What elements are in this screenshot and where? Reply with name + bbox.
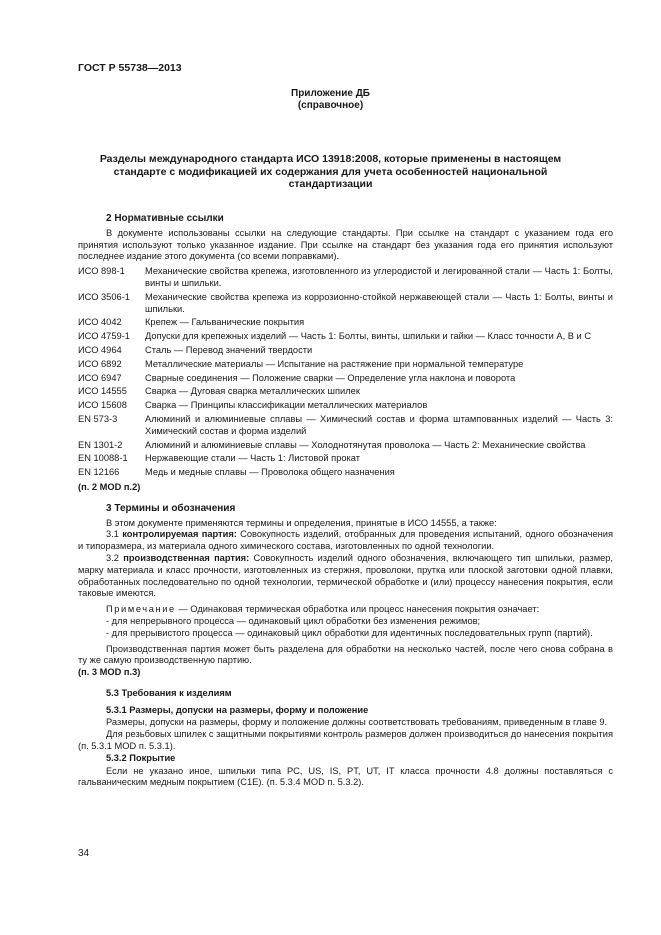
section-5-3-1-para-1: Размеры, допуски на размеры, форму и положение должны соответствовать требованиям, приведенным в главе 9. [106, 717, 608, 728]
reference-row [78, 359, 613, 373]
reference-code: ИСО 4759-1 [78, 331, 130, 342]
reference-title: Механические свойства крепежа, изготовленного из углеродистой и легированной стали — Часть 1: Болты, винты и шпильки. [145, 266, 613, 288]
section-5-3-heading: 5.3 Требования к изделиям [106, 687, 232, 698]
term-3-2-number: 3.2 [106, 552, 119, 563]
reference-title: Сварка — Принципы классификации металлических материалов [145, 400, 428, 411]
term-3-2 [78, 553, 613, 600]
main-content [78, 213, 613, 789]
reference-title: Алюминий и алюминиевые сплавы — Холоднотянутая проволока — Часть 2: Механические свойства [145, 439, 586, 450]
reference-title: Нержавеющие стали — Часть 1: Листовой прокат [145, 453, 361, 464]
reference-row [78, 331, 613, 345]
reference-row [78, 266, 613, 292]
note-text: — Одинаковая термическая обработка или процесс нанесения покрытия означает: [178, 604, 540, 615]
references-table [78, 266, 613, 481]
page-number: 34 [78, 848, 90, 859]
reference-code: EN 573-3 [78, 413, 118, 424]
term-3-1-name: контролируемая партия: [122, 529, 237, 540]
reference-code: EN 10088-1 [78, 453, 128, 464]
appendix-title: Приложение ДБ [291, 88, 370, 99]
note-item-2: - для прерывистого процесса — одинаковый цикл обработки для идентичных последовательных групп (партий). [106, 627, 593, 638]
reference-row [78, 317, 613, 331]
term-3-2-definition: Совокупность изделий одного обозначения, включающего тип шпильки, размер, марку материала и класс прочности, изготовленных из стержня, проволоки, прутка или плоской заготовки одной плавки, обработанных последовательно по одной технологии, термической обработке и (или) процессу нанесения покрытия, если таковые имеются. [78, 552, 614, 599]
reference-code: ИСО 4042 [78, 317, 122, 328]
section-2-mod-note: (п. 2 MOD п.2) [78, 481, 141, 492]
reference-title: Допуски для крепежных изделий — Часть 1: Болты, винты, шпильки и гайки — Класс точности А, В и С [145, 331, 592, 342]
section-2-heading: 2 Нормативные ссылки [106, 213, 224, 224]
term-3-2-name: производственная партия: [123, 552, 250, 563]
reference-row [78, 453, 613, 467]
reference-code: ИСО 6947 [78, 372, 122, 383]
document-title: Разделы международного стандарта ИСО 13918:2008, которые применены в настоящем стандарте с модификацией их содержания для учета особенностей национальной стандартизации [99, 153, 562, 190]
reference-row [78, 345, 613, 359]
reference-code: ИСО 15608 [78, 400, 127, 411]
section-5-3-1-heading: 5.3.1 Размеры, допуски на размеры, форму и положение [106, 704, 369, 715]
section-3-intro: В этом документе применяются термины и определения, принятые в ИСО 14555, а также: [106, 517, 497, 528]
reference-row [78, 373, 613, 387]
section-5-3-1-para-2: Для резьбовых шпилек с защитными покрытиями контроль размеров должен производиться до нанесения покрытия (п. 5.3.1 MOD п. 5.3.1). [78, 729, 613, 752]
appendix-block [78, 88, 583, 112]
reference-row [78, 414, 613, 440]
reference-title: Сталь — Перевод значений твердости [145, 344, 313, 355]
reference-code: ИСО 3506-1 [78, 291, 130, 302]
section-3-heading: 3 Термины и обозначения [106, 502, 236, 514]
reference-row [78, 467, 613, 481]
reference-title: Алюминий и алюминиевые сплавы — Химический состав и форма штампованных изделий — Часть 3: Химический состав и форма изделий [145, 413, 613, 436]
note-label: Примечание [106, 604, 176, 615]
reference-title: Сварка — Дуговая сварка металлических шпилек [145, 386, 360, 397]
term-3-1-number: 3.1 [106, 529, 119, 540]
section-2-intro: В документе использованы ссылки на следующие стандарты. При ссылке на стандарт с указанием года его принятия используют только указанное издание. При ссылке на стандарт без указания года его принятия используют последнее издание этого документа (со всеми поправками). [78, 227, 613, 262]
section-3-closing: Производственная партия может быть разделена для обработки на несколько частей, после чего снова собрана в ту же самую производственную партию. [78, 643, 613, 666]
note-item-1: - для непрерывного процесса — одинаковый цикл обработки без изменения режимов; [106, 615, 481, 626]
note [78, 604, 613, 616]
reference-row [78, 440, 613, 454]
reference-title: Сварные соединения — Положение сварки — Определение угла наклона и поворота [145, 372, 516, 383]
reference-code: ИСО 4964 [78, 344, 122, 355]
section-5-3-2-para-1: Если не указано иное, шпильки типа PC, US, IS, PT, UT, IT класса прочности 4.8 должны поставляться с гальваническим медным покрытием (С1Е). (п. 5.3.4 MOD п. 5.3.2). [78, 765, 613, 788]
reference-code: EN 12166 [78, 467, 120, 478]
reference-code: EN 1301-2 [78, 439, 123, 450]
reference-code: ИСО 14555 [78, 386, 127, 397]
reference-title: Механические свойства крепежа из коррозионно-стойкой нержавеющей стали — Часть 1: Болты, винты и шпильки. [145, 291, 613, 314]
reference-code: ИСО 898-1 [78, 266, 125, 277]
reference-title: Металлические материалы — Испытание на растяжение при нормальной температуре [145, 358, 524, 369]
standard-designation: ГОСТ Р 55738—2013 [78, 62, 182, 74]
reference-code: ИСО 6892 [78, 358, 122, 369]
appendix-subtitle: (справочное) [297, 100, 364, 111]
reference-row [78, 400, 613, 414]
reference-row [78, 292, 613, 318]
term-3-1-definition: Совокупность изделий, отобранных для проведения испытаний, одного обозначения и типоразмера, из материала одного химического состава, изготовленных по одной технологии. [78, 529, 614, 552]
section-5-3-2-heading: 5.3.2 Покрытие [106, 752, 176, 763]
reference-row [78, 386, 613, 400]
reference-title: Крепеж — Гальванические покрытия [145, 317, 305, 328]
term-3-1 [78, 529, 613, 553]
reference-title: Медь и медные сплавы — Проволока общего назначения [145, 467, 395, 478]
section-3-mod-note: (п. 3 MOD п.3) [78, 667, 141, 678]
